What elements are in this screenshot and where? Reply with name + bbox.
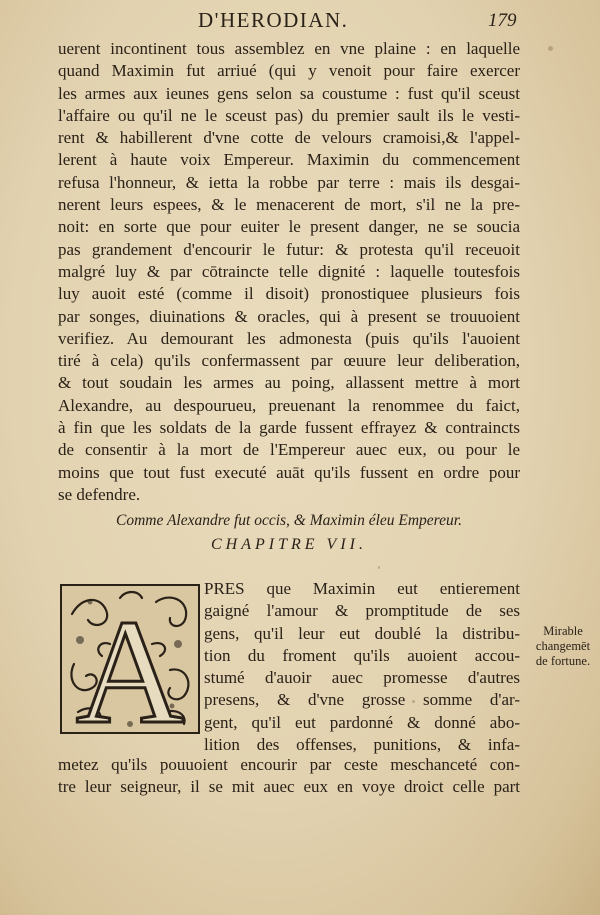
paragraph-2-continued bbox=[58, 754, 520, 799]
text-line: moins que tout fust executé auāt qu'ils fussent en ordre pour bbox=[58, 462, 520, 482]
text-line: malgré luy & par cōtraincte telle dignité : laquelle toutesfois bbox=[58, 261, 520, 281]
chapter-subtitle: Comme Alexandre fut occis, & Maximin éleu Empereur. bbox=[116, 512, 462, 529]
text-line: quand Maximin fut arriué (qui y venoit pour faire exercer bbox=[58, 61, 520, 81]
text-line: par songes, diuinations & oracles, qui à present se trouuoient bbox=[58, 306, 520, 326]
text-line: les armes aux ieunes gens selon sa coustume : fust qu'il sceust bbox=[58, 83, 520, 103]
running-title: D'HERODIAN. bbox=[198, 8, 349, 32]
text-line: verifiez. Au demourant les admonesta (puis qu'ils l'auoient bbox=[58, 328, 520, 348]
text-line: tiré à cela) qu'ils confermassent par œuure leur deliberation, bbox=[58, 351, 520, 371]
text-line: gent, qu'il eut pardonné & donné abo- bbox=[204, 712, 520, 732]
text-line: Alexandre, au despourueu, preuenant la renommee du faict, bbox=[58, 395, 520, 415]
text-line: l'affaire ou qu'il ne le sceust pas) du premier sault ils le vesti- bbox=[58, 105, 520, 125]
text-line: noit: en sorte que pour euiter le present danger, ne se soucia bbox=[58, 217, 520, 237]
text-line: tion du froment qu'ils auoient accou- bbox=[204, 645, 520, 665]
text-line: luy auoit esté (comme il disoit) pronostiquee plusieurs fois bbox=[58, 284, 520, 304]
text-line: uerent incontinent tous assemblez en vne plaine : en laquelle bbox=[58, 39, 520, 58]
margin-note-line: changemēt bbox=[535, 639, 591, 653]
text-line: tre leur seigneur, il se mit auec eux en voye droict celle part bbox=[58, 777, 520, 797]
paper-spot bbox=[548, 46, 553, 51]
paper-spot bbox=[378, 566, 380, 569]
text-line: PRES que Maximin eut entierement bbox=[204, 579, 520, 598]
text-line: gens, qu'il leur eut doublé la distribu- bbox=[204, 623, 520, 643]
text-line: rent & habillerent d'vne cotte de velours cramoisi,& l'appel- bbox=[58, 128, 520, 148]
text-line: se defendre. bbox=[58, 484, 141, 504]
text-line: nerent leurs espees, & le menacerent de mort, s'il ne la pre- bbox=[58, 195, 520, 215]
decorated-initial-icon bbox=[60, 584, 200, 734]
text-line: refusa l'honneur, & ietta la robbe par terre : mais ils desgai- bbox=[58, 172, 520, 192]
margin-note bbox=[528, 624, 598, 669]
margin-note-line: Mirable bbox=[543, 624, 583, 638]
text-line: pas grandement d'encourir le futur: & protesta qu'il receuoit bbox=[58, 239, 520, 259]
running-head bbox=[0, 6, 600, 36]
text-line: de consentir à la mort de l'Empereur auec eux, ou pour le bbox=[58, 440, 520, 460]
chapter-title: CHAPITRE VII. bbox=[211, 536, 367, 553]
text-line: metez qu'ils pouuoient encourir par ceste meschanceté con- bbox=[58, 755, 520, 774]
page-number: 179 bbox=[488, 10, 517, 31]
text-line: presens, & d'vne grosse somme d'ar- bbox=[204, 690, 520, 710]
text-line: lition des offenses, punitions, & infa- bbox=[204, 735, 520, 755]
text-line: à fin que les soldats de la garde fussent effrayez & contraincts bbox=[58, 418, 520, 438]
paragraph-2 bbox=[204, 578, 520, 756]
initial-letter: A bbox=[75, 589, 185, 734]
text-line: stumé d'auoir auec promesse d'autres bbox=[204, 668, 520, 688]
text-line: gaigné l'amour & promptitude de ses bbox=[204, 601, 520, 621]
paragraph-1 bbox=[58, 38, 520, 506]
margin-note-line: de fortune. bbox=[535, 654, 591, 668]
text-line: lerent à haute voix Empereur. Maximin du commencement bbox=[58, 150, 520, 170]
text-line: & tout soudain les armes au poing, allassent mettre à mort bbox=[58, 373, 520, 393]
